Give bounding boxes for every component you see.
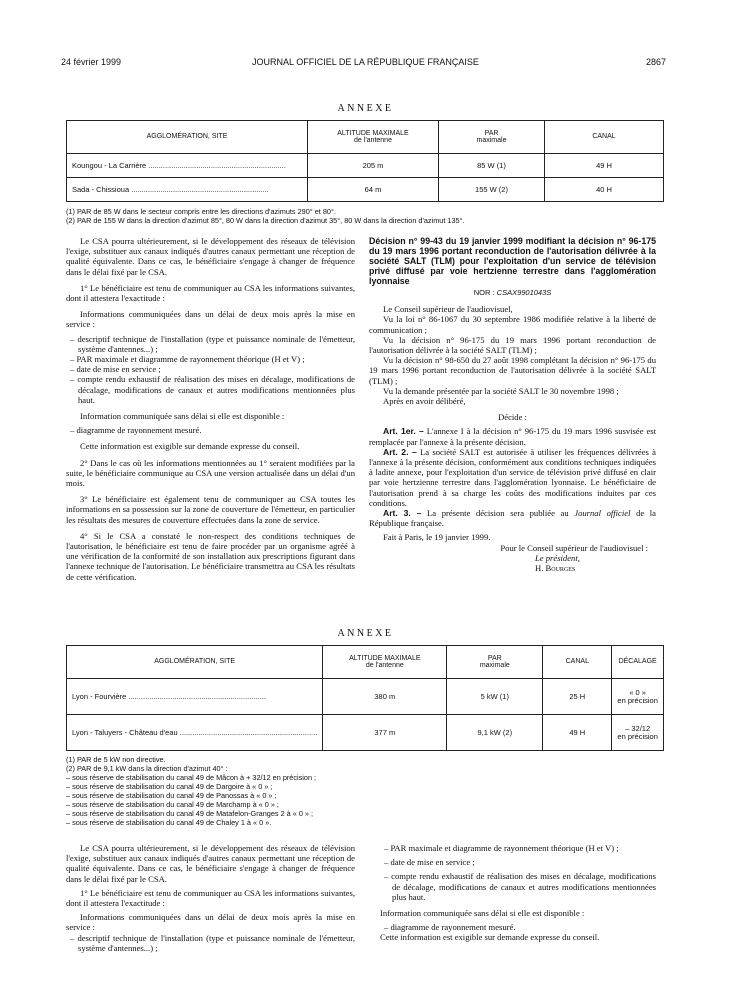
- footnote: (2) PAR de 9,1 kW dans la direction d'azimut 40° :: [66, 764, 228, 773]
- canal-cell: 40 H: [545, 178, 664, 202]
- nor-reference: NOR : CSAX9901043S: [473, 288, 552, 297]
- footnote: (2) PAR de 155 W dans la direction d'azimut 85°, 80 W dans la direction d'azimut 35°, 80 W dans la direction d'azimut 135°.: [66, 216, 465, 225]
- list-item: – date de mise en service ;: [70, 364, 161, 375]
- canal-cell: 25 H: [543, 679, 612, 715]
- paragraph: Cette information est exigible sur demande expresse du conseil.: [380, 932, 600, 943]
- visa: Vu la décision n° 98-650 du 27 août 1998 complétant la décision n° 96-175 du 19 mars 1996 portant reconduction de l'autorisation délivrée à la société SALT (TLM) ;: [369, 355, 656, 386]
- annex-table-2: [66, 645, 664, 751]
- list-item: – PAR maximale et diagramme de rayonnement théorique (H et V) ;: [70, 354, 305, 365]
- paragraph: Cette information est exigible sur demande expresse du conseil.: [80, 441, 300, 452]
- canal-cell: 49 H: [545, 154, 664, 178]
- col-header-altitude: ALTITUDE MAXIMALE de l'antenne: [308, 121, 439, 154]
- col-header-site: AGGLOMÉRATION, SITE: [67, 121, 308, 154]
- journal-title: JOURNAL OFFICIEL DE LA RÉPUBLIQUE FRANÇAISE: [252, 57, 479, 67]
- visa: Après en avoir délibéré,: [383, 396, 466, 407]
- table-row: [67, 715, 664, 751]
- bottom-right-column: [380, 843, 656, 943]
- decision-title: Décision n° 99-43 du 19 janvier 1999 modifiant la décision n° 96-175 du 19 mars 1996 portant reconduction de l'autorisation délivrée à la société SALT (TLM) pour l'exploitation d'un service de télévision privé diffusé par voie hertzienne terrestre dans l'agglomération lyonnaise: [369, 236, 656, 286]
- visa: Le Conseil supérieur de l'audiovisuel,: [383, 304, 513, 315]
- paragraph: Le CSA pourra ultérieurement, si le développement des réseaux de télévision l'exige, substituer aux canaux indiqués d'autres canaux permettant une réception de qualité équivalente. Dans ce cas, le bénéficiaire s'engage à changer de fréquence dans le délai fixé par le CSA.: [66, 843, 355, 884]
- col-header-canal: CANAL: [543, 646, 612, 679]
- decalage-cell: « 0 » en précision: [612, 679, 664, 715]
- visa: Vu la loi n° 86-1067 du 30 septembre 1986 modifiée relative à la liberté de communication ;: [369, 314, 656, 335]
- canal-cell: 49 H: [543, 715, 612, 751]
- paragraph: Le CSA pourra ultérieurement, si le développement des réseaux de télévision l'exige, substituer aux canaux indiqués d'autres canaux permettant une réception de qualité équivalente. Dans ce cas, le bénéficiaire s'engage à changer de fréquence dans le délai fixé par le CSA.: [66, 236, 355, 277]
- footnote: (1) PAR de 85 W dans le secteur compris entre les directions d'azimuts 290° et 80°.: [66, 207, 336, 216]
- footnote: (1) PAR de 5 kW non directive.: [66, 755, 166, 764]
- footnote: – sous réserve de stabilisation du canal 49 de Mâcon à + 32/12 en précision ;: [66, 773, 317, 782]
- article-1: Art. 1er. – L'annexe I à la décision n° 96-175 du 19 mars 1996 susvisée est remplacée par l'annexe à la présente décision.: [369, 426, 657, 447]
- col-header-canal: CANAL: [545, 121, 664, 154]
- decide-heading: Décide :: [498, 412, 527, 423]
- bottom-left-column: [66, 843, 355, 953]
- par-cell: 9,1 kW (2): [447, 715, 543, 751]
- paragraph: 1° Le bénéficiaire est tenu de communiquer au CSA les informations suivantes, dont il attestera l'exactitude :: [66, 282, 355, 304]
- table-row: [67, 178, 664, 202]
- paragraph: 2° Dans le cas où les informations mentionnées au 1° seraient modifiées par la suite, le bénéficiaire communique au CSA une version actualisée dans un délai d'un mois.: [66, 457, 355, 489]
- footnote: – sous réserve de stabilisation du canal 49 de Marchamp à « 0 » ;: [66, 800, 279, 809]
- article-2: Art. 2. – La société SALT est autorisée à utiliser les fréquences délivrées à l'annexe à la présente décision, conformément aux conditions techniques indiquées à ladite annexe, pour l'exploitation d'un service de télévision privé diffusé en clair par voie hertzienne terrestre dans l'agglomération lyonnaise. Le bénéficiaire de l'autorisation prend à sa charge les coûts des modifications induites par ces conditions.: [369, 446, 656, 508]
- annex-footnotes: [66, 755, 316, 827]
- president-title: Le président,: [535, 552, 580, 563]
- altitude-cell: 205 m: [308, 154, 439, 178]
- issue-date: 24 février 1999: [61, 57, 122, 67]
- list-item: – compte rendu exhaustif de réalisation des mises en décalage, modifications de décalage, modifications de canaux et autres modifications mentionnées plus haut.: [384, 871, 656, 902]
- site-cell: Sada - Chissioua ..................................................................: [67, 178, 308, 202]
- table-row: [67, 154, 664, 178]
- altitude-cell: 64 m: [308, 178, 439, 202]
- annex-table-1: [66, 120, 664, 202]
- paragraph: Informations communiquées dans un délai de deux mois après la mise en service :: [66, 309, 355, 330]
- footnote: – sous réserve de stabilisation du canal 49 de Matafelon-Granges 2 à « 0 » ;: [66, 809, 314, 818]
- col-header-site: AGGLOMÉRATION, SITE: [67, 646, 323, 679]
- footnote: – sous réserve de stabilisation du canal 49 de Panossas à « 0 » ;: [66, 791, 277, 800]
- signatory-line: Pour le Conseil supérieur de l'audiovisuel :: [500, 542, 648, 553]
- paragraph: Informations communiquées dans un délai de deux mois après la mise en service :: [66, 912, 355, 933]
- col-header-decalage: DÉCALAGE: [612, 646, 664, 679]
- par-cell: 85 W (1): [439, 154, 545, 178]
- table-row: [67, 679, 664, 715]
- paragraph: 1° Le bénéficiaire est tenu de communiquer au CSA les informations suivantes, dont il attestera l'exactitude :: [66, 887, 355, 909]
- left-column-text: [66, 236, 355, 582]
- site-cell: Lyon - Taluyers - Château d'eau ..................................................................: [67, 715, 323, 751]
- altitude-cell: 377 m: [323, 715, 447, 751]
- date-signature-line: Fait à Paris, le 19 janvier 1999.: [383, 532, 491, 543]
- col-header-altitude: ALTITUDE MAXIMALE de l'antenne: [323, 646, 447, 679]
- paragraph: Information communiquée sans délai si elle est disponible :: [380, 908, 585, 919]
- annex-title: ANNEXE: [337, 628, 394, 639]
- list-item: – PAR maximale et diagramme de rayonnement théorique (H et V) ;: [384, 843, 619, 853]
- footnote: – sous réserve de stabilisation du canal 49 de Chaley 1 à « 0 ».: [66, 818, 272, 827]
- paragraph: 3° Le bénéficiaire est également tenu de communiquer au CSA toutes les informations en sa possession sur la zone de couverture de l'émetteur, en particulier les résultats des mesures de couverture effectuées dans la zone de service.: [66, 494, 355, 525]
- page-number: 2867: [645, 57, 666, 67]
- article-3: Art. 3. – La présente décision sera publiée au Journal officiel de la République française.: [369, 508, 656, 529]
- list-item: – diagramme de rayonnement mesuré.: [70, 425, 202, 436]
- site-cell: Koungou - La Carrière ..................................................................: [67, 154, 308, 178]
- site-cell: Lyon - Fourvière ..................................................................: [67, 679, 323, 715]
- signature-name: H. Bourges: [535, 563, 576, 574]
- paragraph: 4° Si le CSA a constaté le non-respect des conditions techniques de l'autorisation, le bénéficiaire est tenu de faire procéder par un organisme agréé à une vérification de la conformité de son installation aux prescriptions figurant dans l'annexe technique de l'autorisation. Le bénéficiaire transmettra au CSA les résultats de cette vérification.: [66, 530, 355, 582]
- paragraph: Information communiquée sans délai si elle est disponible :: [80, 411, 285, 422]
- par-cell: 5 kW (1): [447, 679, 543, 715]
- list-item: – compte rendu exhaustif de réalisation des mises en décalage, modifications de décalage, modifications de canaux et autres modifications mentionnées plus haut.: [70, 374, 355, 405]
- decalage-cell: – 32/12 en précision: [612, 715, 664, 751]
- list-item: – diagramme de rayonnement mesuré.: [384, 922, 516, 933]
- col-header-par: PAR maximale: [439, 121, 545, 154]
- visa: Vu la demande présentée par la société SALT le 30 novembre 1998 ;: [383, 385, 619, 396]
- list-item: – date de mise en service ;: [384, 857, 475, 868]
- decision-column: [369, 236, 656, 573]
- footnote: – sous réserve de stabilisation du canal 49 de Dargoire à « 0 » ;: [66, 782, 273, 791]
- visa: Vu la décision n° 96-175 du 19 mars 1996 portant reconduction de l'autorisation délivrée à la société SALT (TLM) ;: [369, 334, 656, 356]
- par-cell: 155 W (2): [439, 178, 545, 202]
- col-header-par: PAR maximale: [447, 646, 543, 679]
- annex-footnotes: [66, 207, 465, 225]
- altitude-cell: 380 m: [323, 679, 447, 715]
- list-item: – descriptif technique de l'installation (type et puissance nominale de l'émetteur, système d'antennes...) ;: [70, 333, 355, 354]
- annex-title: ANNEXE: [337, 103, 394, 114]
- list-item: – descriptif technique de l'installation (type et puissance nominale de l'émetteur, système d'antennes...) ;: [70, 932, 355, 953]
